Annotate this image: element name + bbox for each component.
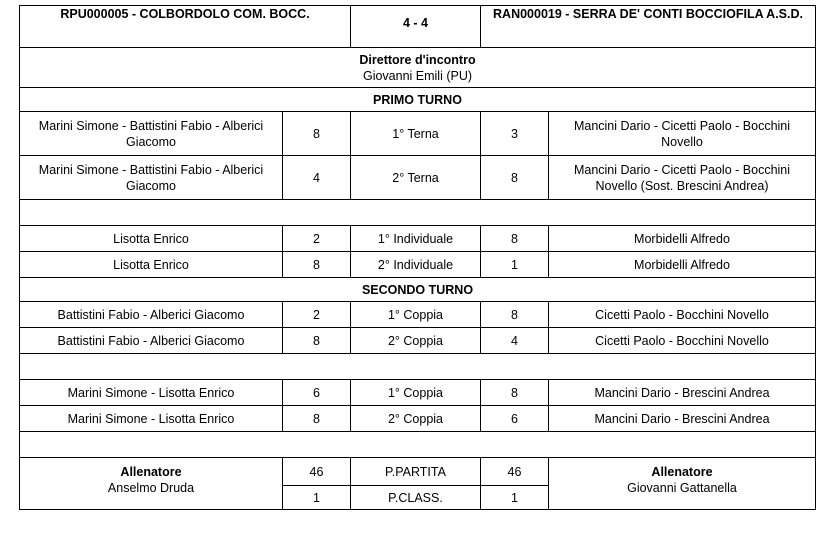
header-row xyxy=(20,6,816,48)
home-score: 8 xyxy=(283,252,351,278)
away-score: 6 xyxy=(481,406,549,432)
home-class-points: 1 xyxy=(283,486,351,510)
away-coach-name: Giovanni Gattanella xyxy=(627,481,737,495)
match-row xyxy=(20,226,816,252)
home-score: 4 xyxy=(283,156,351,200)
away-score: 3 xyxy=(481,112,549,156)
away-coach-cell xyxy=(549,458,816,510)
home-partita-points: 46 xyxy=(283,458,351,486)
home-players: Lisotta Enrico xyxy=(20,226,283,252)
match-type: 2° Coppia xyxy=(351,406,481,432)
home-score: 6 xyxy=(283,380,351,406)
second-round-title-row xyxy=(20,278,816,302)
match-row xyxy=(20,328,816,354)
home-score: 8 xyxy=(283,112,351,156)
home-players: Marini Simone - Battistini Fabio - Alberici Giacomo xyxy=(20,112,283,156)
home-score: 8 xyxy=(283,406,351,432)
match-row xyxy=(20,156,816,200)
match-type: 2° Coppia xyxy=(351,328,481,354)
home-players: Marini Simone - Lisotta Enrico xyxy=(20,380,283,406)
away-score: 1 xyxy=(481,252,549,278)
class-label: P.CLASS. xyxy=(351,486,481,510)
away-players: Morbidelli Alfredo xyxy=(549,252,816,278)
match-row xyxy=(20,302,816,328)
away-score: 8 xyxy=(481,156,549,200)
away-players: Mancini Dario - Brescini Andrea xyxy=(549,380,816,406)
spacer-row xyxy=(20,432,816,458)
director-cell xyxy=(20,48,816,88)
match-type: 1° Coppia xyxy=(351,302,481,328)
match-row xyxy=(20,112,816,156)
spacer-row xyxy=(20,200,816,226)
match-row xyxy=(20,252,816,278)
away-players: Cicetti Paolo - Bocchini Novello xyxy=(549,328,816,354)
home-players: Battistini Fabio - Alberici Giacomo xyxy=(20,328,283,354)
home-players: Lisotta Enrico xyxy=(20,252,283,278)
home-score: 2 xyxy=(283,226,351,252)
away-team-name: RAN000019 - SERRA DE' CONTI BOCCIOFILA A.S.D. xyxy=(481,6,816,48)
away-partita-points: 46 xyxy=(481,458,549,486)
spacer-cell xyxy=(20,354,816,380)
match-type: 1° Individuale xyxy=(351,226,481,252)
away-players: Cicetti Paolo - Bocchini Novello xyxy=(549,302,816,328)
partita-label: P.PARTITA xyxy=(351,458,481,486)
match-type: 1° Coppia xyxy=(351,380,481,406)
away-players: Morbidelli Alfredo xyxy=(549,226,816,252)
spacer-row xyxy=(20,354,816,380)
match-row xyxy=(20,406,816,432)
away-players: Mancini Dario - Cicetti Paolo - Bocchini Novello (Sost. Brescini Andrea) xyxy=(549,156,816,200)
spacer-cell xyxy=(20,432,816,458)
away-score: 8 xyxy=(481,226,549,252)
director-name: Giovanni Emili (PU) xyxy=(362,68,473,83)
away-score: 8 xyxy=(481,302,549,328)
home-players: Marini Simone - Battistini Fabio - Alberici Giacomo xyxy=(20,156,283,200)
second-round-title: SECONDO TURNO xyxy=(20,278,816,302)
away-class-points: 1 xyxy=(481,486,549,510)
home-team-name: RPU000005 - COLBORDOLO COM. BOCC. xyxy=(20,6,351,48)
footer-row-partita xyxy=(20,458,816,486)
match-score: 4 - 4 xyxy=(351,6,481,48)
match-type: 1° Terna xyxy=(351,112,481,156)
match-report-grid xyxy=(19,5,816,510)
match-type: 2° Terna xyxy=(351,156,481,200)
director-label: Direttore d'incontro xyxy=(359,52,476,67)
home-players: Marini Simone - Lisotta Enrico xyxy=(20,406,283,432)
away-coach-label: Allenatore xyxy=(651,465,713,479)
home-coach-name: Anselmo Druda xyxy=(107,481,195,495)
home-coach-label: Allenatore xyxy=(120,465,182,479)
director-row xyxy=(20,48,816,88)
away-players: Mancini Dario - Cicetti Paolo - Bocchini Novello xyxy=(549,112,816,156)
first-round-title-row xyxy=(20,88,816,112)
home-coach-cell xyxy=(20,458,283,510)
home-score: 8 xyxy=(283,328,351,354)
away-players: Mancini Dario - Brescini Andrea xyxy=(549,406,816,432)
spacer-cell xyxy=(20,200,816,226)
match-type: 2° Individuale xyxy=(351,252,481,278)
away-score: 4 xyxy=(481,328,549,354)
match-row xyxy=(20,380,816,406)
home-players: Battistini Fabio - Alberici Giacomo xyxy=(20,302,283,328)
home-score: 2 xyxy=(283,302,351,328)
away-score: 8 xyxy=(481,380,549,406)
first-round-title: PRIMO TURNO xyxy=(20,88,816,112)
